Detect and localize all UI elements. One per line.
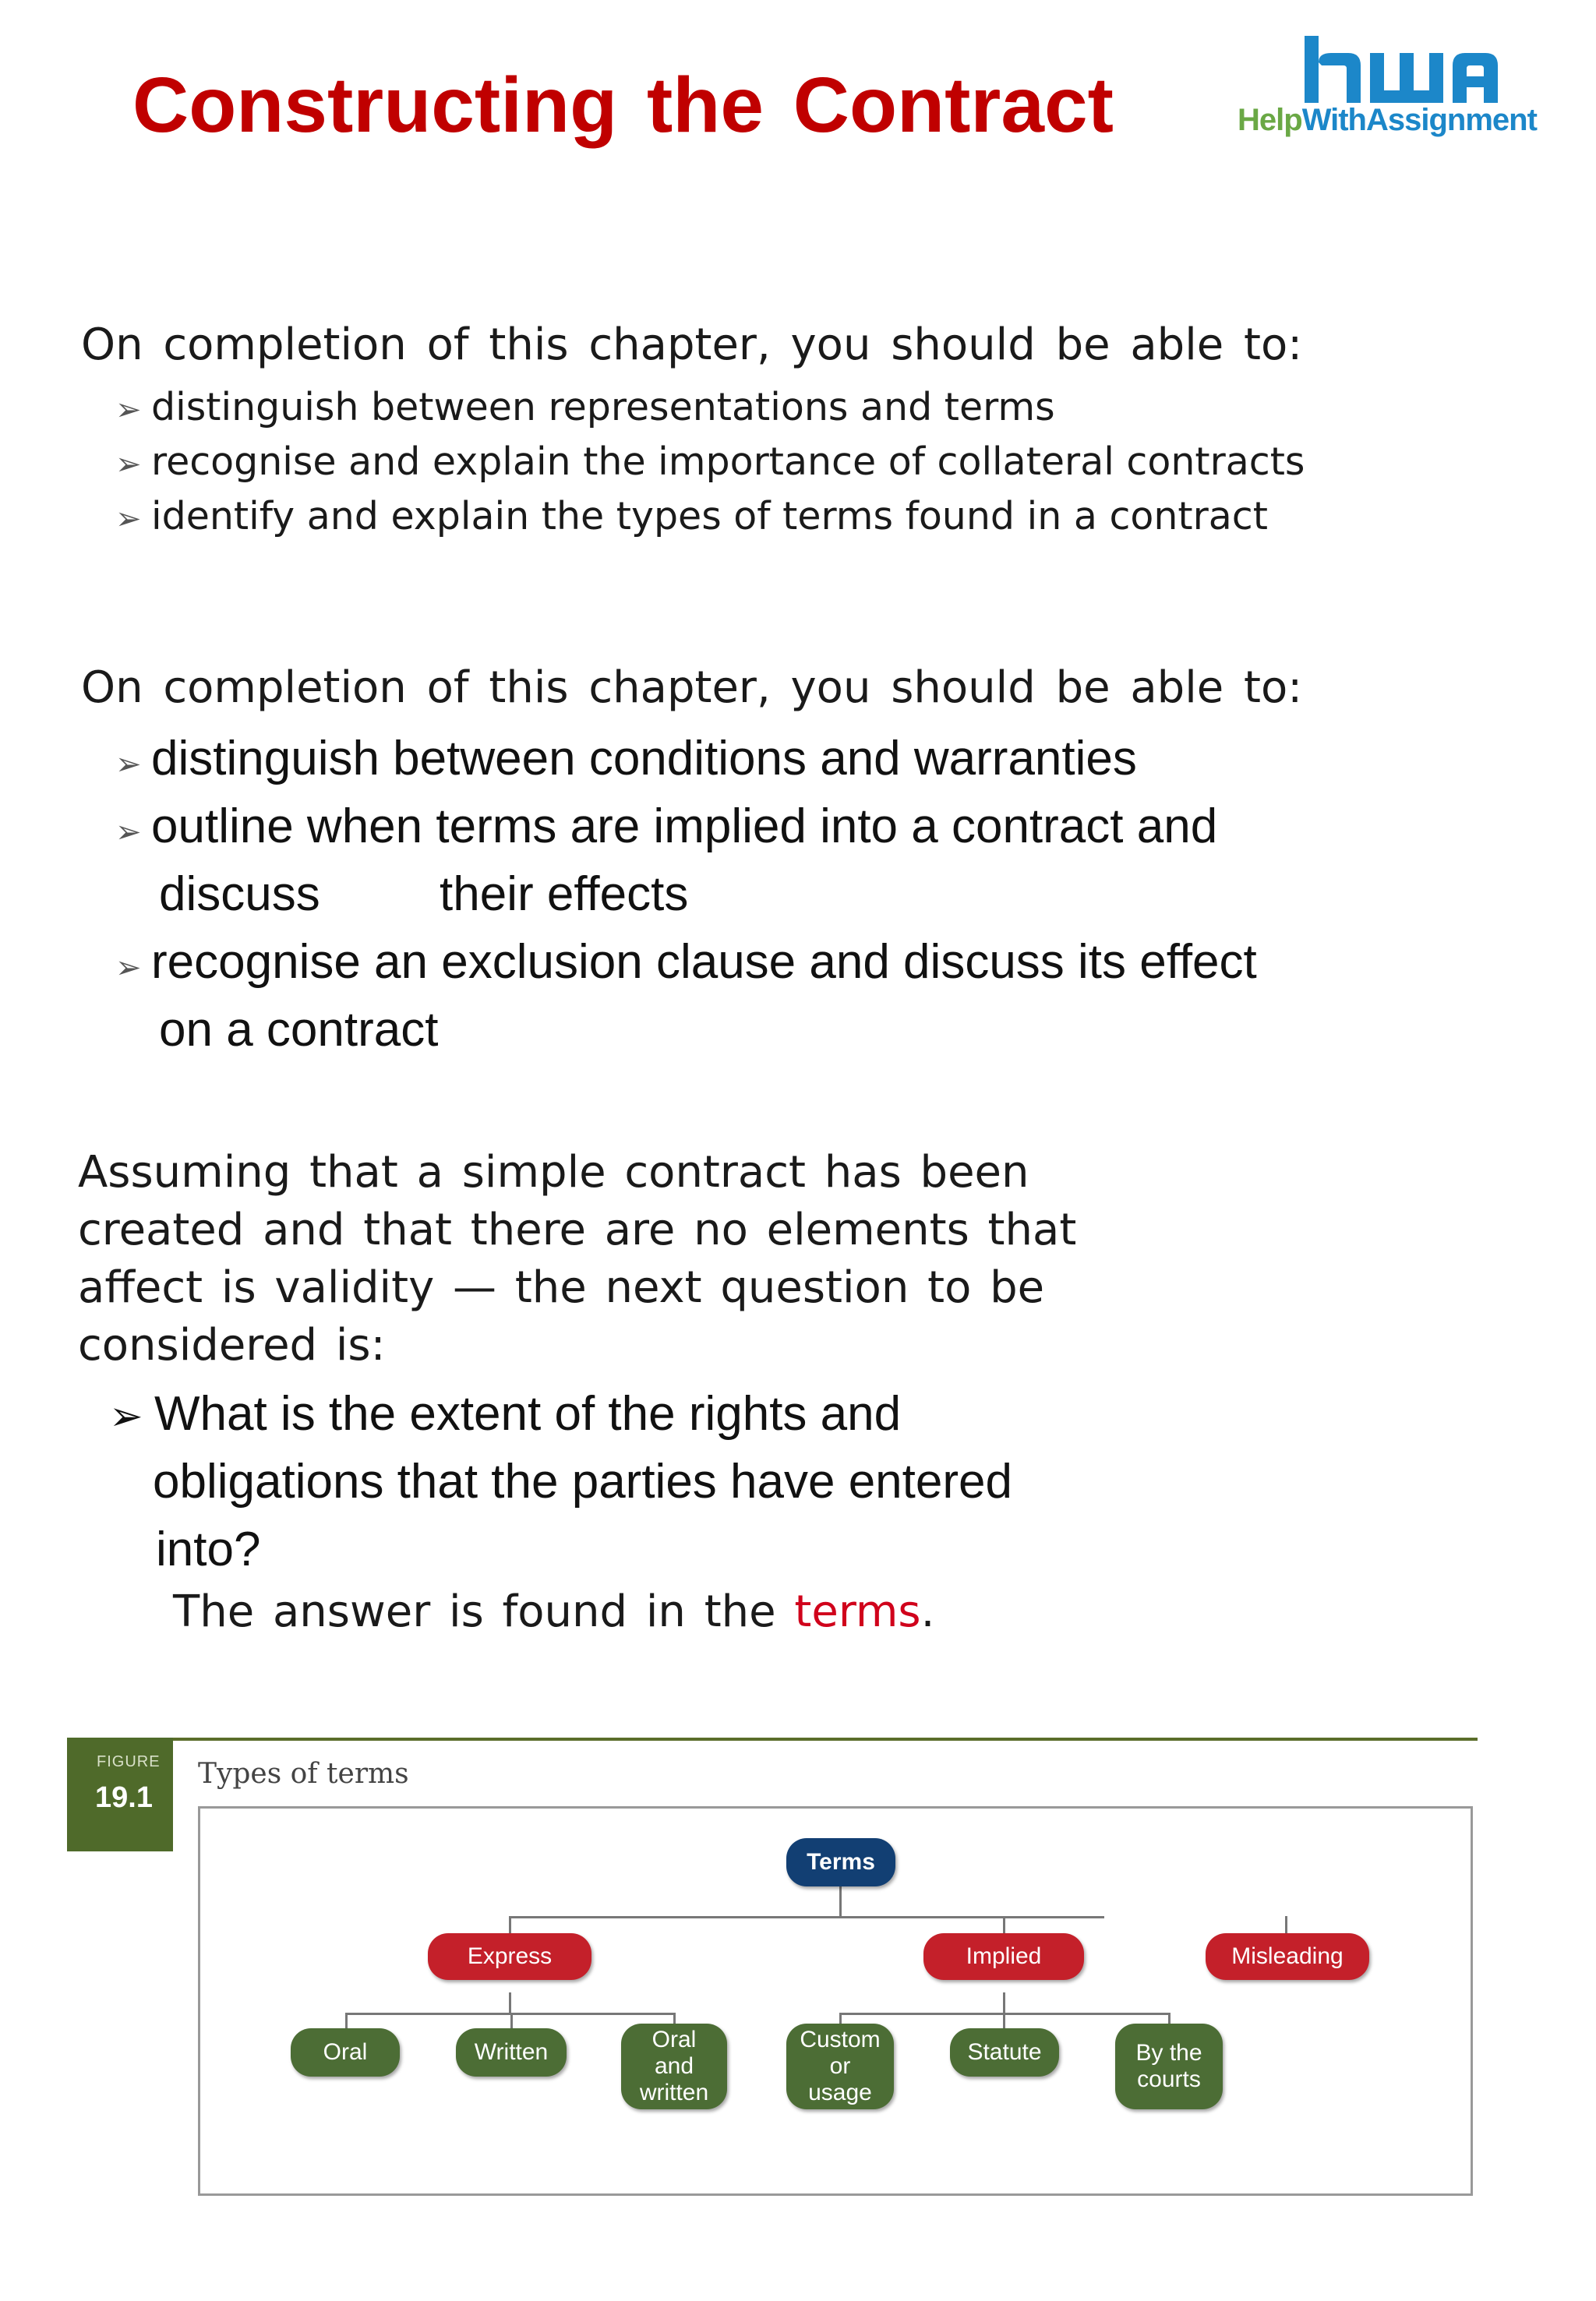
- question-bullet: ➢ What is the extent of the rights and: [109, 1387, 902, 1441]
- section2-bullet: ➢ recognise an exclusion clause and discuss its effect: [115, 935, 1257, 989]
- node-oral-and-written: Oral and written: [621, 2024, 727, 2109]
- arrow-bullet-icon: ➢: [115, 951, 142, 985]
- section1-bullet: ➢ recognise and explain the importance of collateral contracts: [115, 439, 1305, 484]
- node-statute: Statute: [950, 2028, 1059, 2077]
- section1-intro: On completion of this chapter, you should be able to:: [81, 319, 1303, 370]
- node-oral: Oral: [291, 2028, 400, 2077]
- node-express: Express: [428, 1933, 591, 1980]
- node-custom-or-usage: Custom or usage: [786, 2024, 894, 2109]
- answer-highlight: terms: [794, 1586, 921, 1637]
- section1-bullet: ➢ identify and explain the types of terms found in a contract: [115, 494, 1268, 538]
- figure-number: 19.1: [95, 1781, 153, 1814]
- paragraph-line: Assuming that a simple contract has been: [78, 1147, 1029, 1198]
- figure-badge-label: FIGURE: [97, 1753, 161, 1770]
- section2-bullet-continuation: on a contract: [159, 1003, 439, 1057]
- arrow-bullet-icon: ➢: [109, 1394, 143, 1439]
- question-continuation: obligations that the parties have entered: [153, 1455, 1012, 1509]
- paragraph-line: affect is validity — the next question to be: [78, 1262, 1045, 1313]
- figure-badge: [67, 1738, 173, 1851]
- arrow-bullet-icon: ➢: [115, 392, 142, 428]
- connector-line: [509, 1992, 511, 2014]
- page-title: Constructing the Contract: [132, 62, 1114, 149]
- figure-caption: Types of terms: [198, 1758, 409, 1790]
- hwa-logo-icon: [1300, 31, 1502, 109]
- section2-bullet-continuation: their effects: [440, 867, 689, 921]
- section2-bullet-continuation: discuss: [159, 867, 320, 921]
- section2-bullet: ➢ distinguish between conditions and warranties: [115, 732, 1137, 785]
- node-by-the-courts: By the courts: [1115, 2024, 1223, 2109]
- node-misleading: Misleading: [1206, 1933, 1369, 1980]
- question-continuation: into?: [156, 1523, 261, 1576]
- section2-intro: On completion of this chapter, you should be able to:: [81, 662, 1303, 713]
- connector-line: [1003, 1992, 1005, 2014]
- paragraph-line: created and that there are no elements that: [78, 1205, 1077, 1255]
- node-terms: Terms: [786, 1838, 895, 1886]
- paragraph-line: considered is:: [78, 1320, 386, 1371]
- section1-bullet: ➢ distinguish between representations and terms: [115, 385, 1055, 429]
- arrow-bullet-icon: ➢: [115, 446, 142, 482]
- figure-rule: [67, 1738, 1478, 1741]
- figure-types-of-terms: [67, 1730, 1478, 2205]
- connector-line: [509, 1916, 1104, 1918]
- logo-text: HelpWithAssignment: [1238, 103, 1537, 137]
- arrow-bullet-icon: ➢: [115, 747, 142, 782]
- figure-diagram: [198, 1806, 1473, 2196]
- arrow-bullet-icon: ➢: [115, 501, 142, 537]
- node-implied: Implied: [923, 1933, 1084, 1980]
- node-written: Written: [456, 2028, 567, 2077]
- section2-bullet: ➢ outline when terms are implied into a contract and: [115, 799, 1218, 853]
- answer-line: The answer is found in the terms.: [173, 1586, 935, 1637]
- arrow-bullet-icon: ➢: [115, 815, 142, 849]
- logo: [1238, 25, 1573, 150]
